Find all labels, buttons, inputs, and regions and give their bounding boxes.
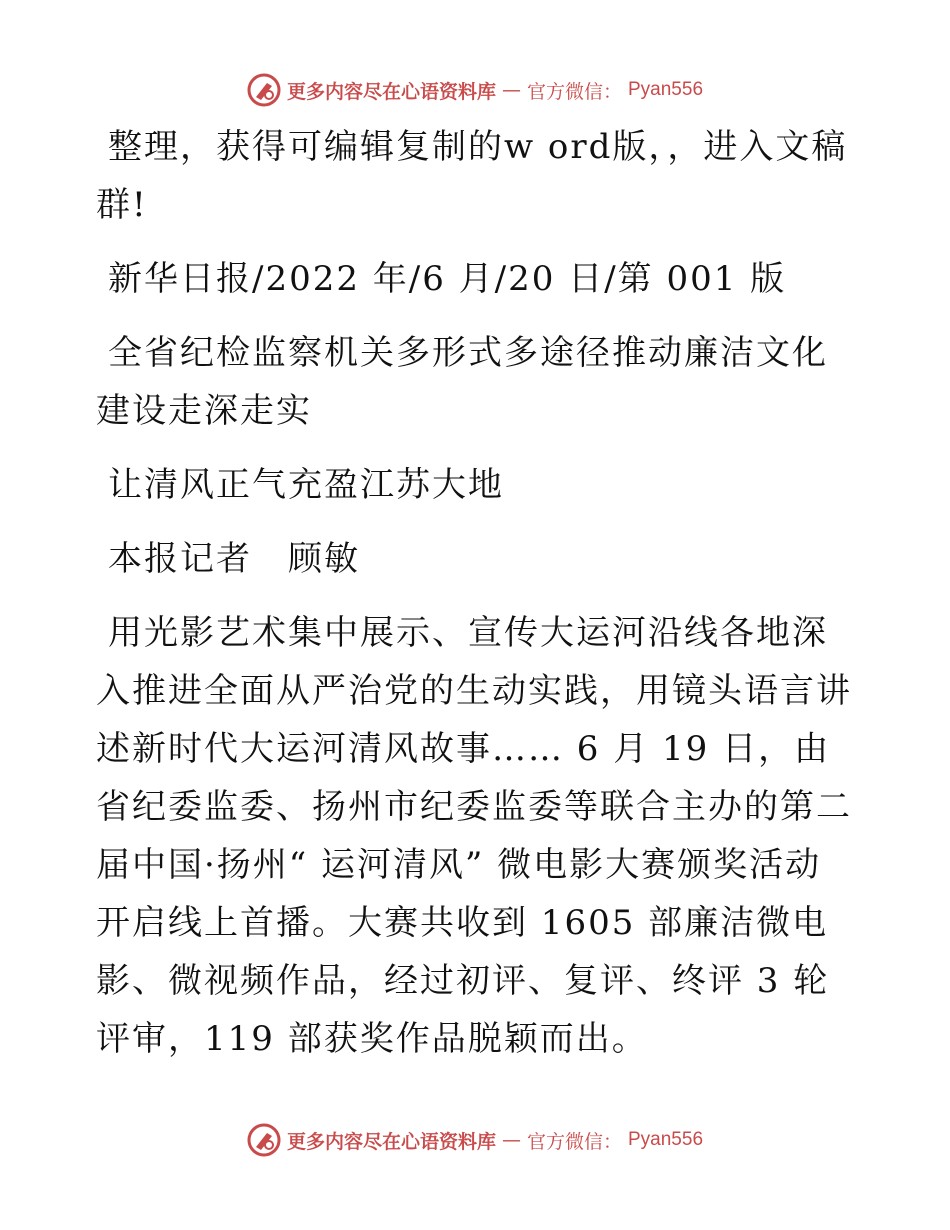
- byline: 本报记者 顾敏: [108, 539, 360, 579]
- watermark-dash: —: [501, 79, 521, 101]
- publication-line: 新华日报/2022 年/6 月/20 日/第 001 版: [108, 259, 787, 299]
- intro-paragraph: 整理，获得可编辑复制的w ord版，，进入文稿群!: [96, 127, 848, 225]
- article-title: 全省纪检监察机关多形式多途径推动廉洁文化建设走深走实: [96, 333, 828, 431]
- watermark-text: 更多内容尽在心语资料库: [286, 1130, 496, 1153]
- brand-logo-icon: [247, 1123, 281, 1157]
- watermark-dash: —: [501, 1129, 521, 1151]
- watermark-label: 官方微信：: [526, 80, 622, 103]
- header-watermark: [0, 70, 950, 110]
- watermark-wechat-id: Pyan556: [628, 79, 704, 100]
- body-paragraph: 用光影艺术集中展示、宣传大运河沿线各地深入推进全面从严治党的生动实践，用镜头语言讲述新时代大运河清风故事…… 6 月 19 日，由省纪委监委、扬州市纪委监委等联合主办的第二届中国·扬州“ 运河清风” 微电影大赛颁奖活动开启线上首播。大赛共收到 1605 部廉洁微电影、微视频作品，经过初评、复评、终评 3 轮评审，119 部获奖作品脱颖而出。: [96, 613, 852, 1059]
- brand-logo-icon: [247, 73, 281, 107]
- watermark-text: 更多内容尽在心语资料库: [286, 80, 496, 103]
- document-body: [96, 118, 856, 1068]
- article-subtitle: 让清风正气充盈江苏大地: [108, 465, 504, 505]
- watermark-wechat-id: Pyan556: [628, 1129, 704, 1150]
- footer-watermark: [0, 1120, 950, 1160]
- watermark-label: 官方微信：: [526, 1130, 622, 1153]
